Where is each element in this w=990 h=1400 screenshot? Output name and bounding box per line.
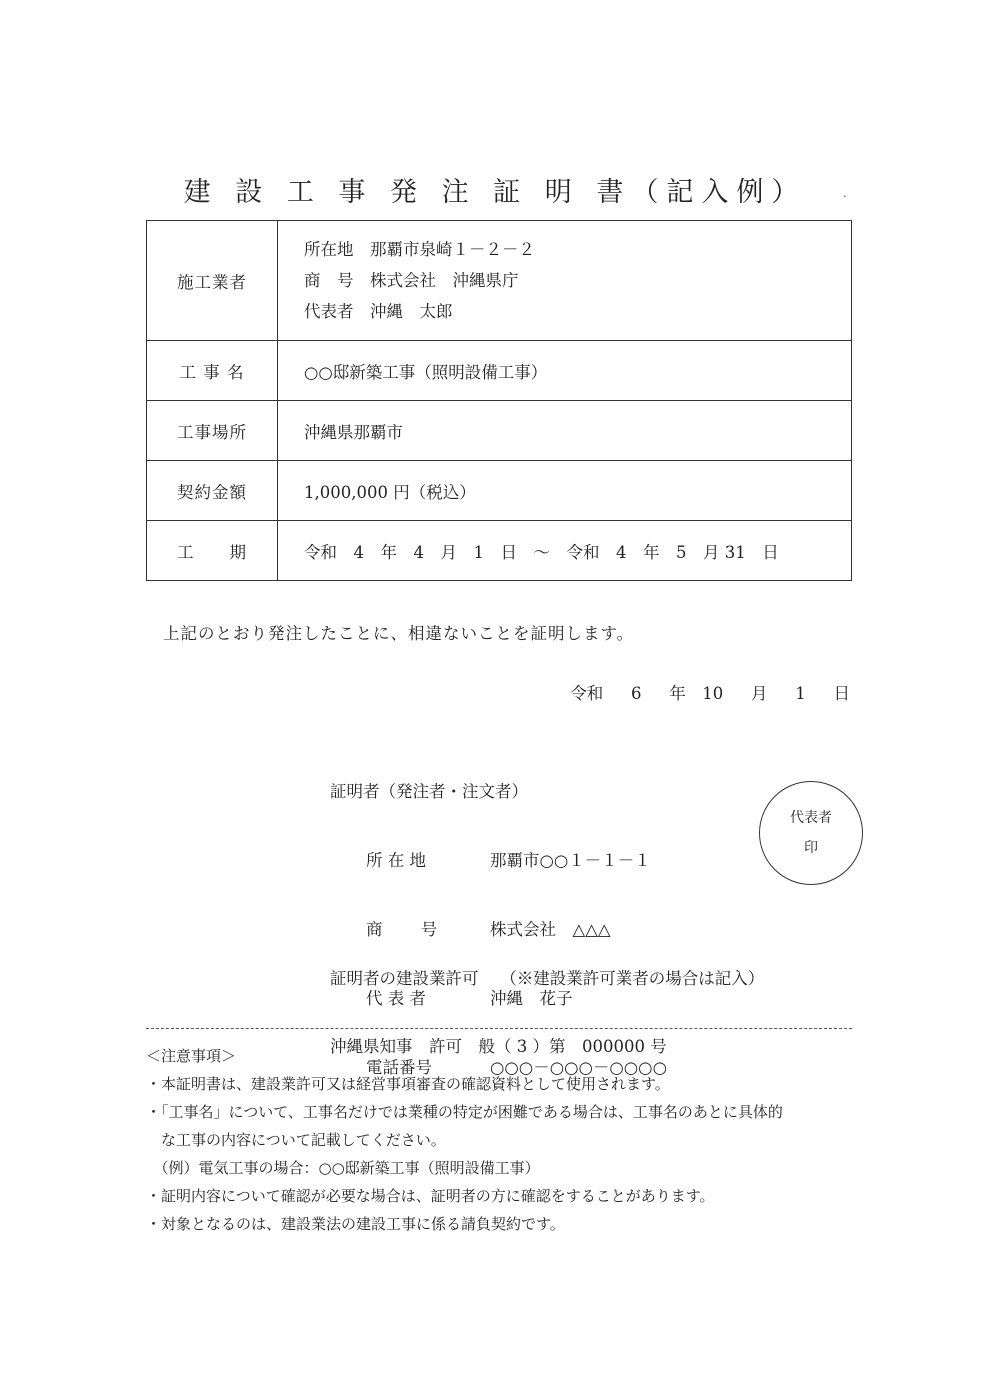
certification-statement: 上記のとおり発注したことに、相違ないことを証明します。 xyxy=(163,624,635,643)
contractor-trade-name: 商 号 株式会社 沖縄県庁 xyxy=(304,271,519,290)
certifier-address-row xyxy=(330,845,667,876)
notes-item: ・証明内容について確認が必要な場合は、証明者の方に確認をすることがあります。 xyxy=(146,1187,715,1205)
issue-date: 令和 6 年 10 月 1 日 xyxy=(570,684,850,703)
seal-line1: 代表者 xyxy=(790,810,832,826)
work-name-row xyxy=(147,341,852,401)
period-row xyxy=(147,521,852,581)
certifier-phone-label: 電話番号 xyxy=(366,1058,432,1077)
notes-item: ・対象となるのは、建設業法の建設工事に係る請負契約です。 xyxy=(146,1215,565,1233)
amount-row xyxy=(147,461,852,521)
permit-line1: 証明者の建設業許可 （※建設業許可業者の場合は記入） xyxy=(330,969,765,988)
notes-item: （例）電気工事の場合：○○邸新築工事（照明設備工事） xyxy=(146,1159,540,1177)
notes-item: ・「工事名」について、工事名だけでは業種の特定が困難である場合は、工事名のあとに具体的 xyxy=(146,1103,783,1121)
certifier-phone: ○○○－○○○－○○○○ xyxy=(490,1058,667,1077)
notes-section xyxy=(146,1042,866,1238)
contractor-address: 所在地 那覇市泉崎１－２－２ xyxy=(304,240,535,259)
work-place-row xyxy=(147,401,852,461)
certifier-address: 那覇市○○１－１－１ xyxy=(490,851,651,870)
seal-line2: 印 xyxy=(804,840,818,856)
certifier-trade-name-label: 商 号 xyxy=(366,920,438,939)
notes-item: ・本証明書は、建設業許可又は経営事項審査の確認資料として使用されます。 xyxy=(146,1075,670,1093)
certifier-representative-label: 代 表 者 xyxy=(366,989,426,1008)
notes-item: な工事の内容について記載してください。 xyxy=(146,1131,446,1149)
work-place-value: 沖縄県那覇市 xyxy=(278,401,852,461)
contractor-representative: 代表者 沖縄 太郎 xyxy=(304,302,453,321)
order-details-table xyxy=(146,220,852,581)
permit-line2: 沖縄県知事 許可 般（ 3 ）第 000000 号 xyxy=(330,1037,667,1056)
title-mark: . xyxy=(843,186,847,200)
period-value: 令和 4 年 4 月 1 日 ～ 令和 4 年 5 月 31 日 xyxy=(278,521,852,581)
contractor-label: 施工業者 xyxy=(147,221,278,341)
contractor-row xyxy=(147,221,852,341)
certifier-trade-name: 株式会社 △△△ xyxy=(490,920,611,939)
certifier-address-label: 所 在 地 xyxy=(366,851,426,870)
amount-value: 1,000,000 円（税込） xyxy=(278,461,852,521)
dashed-divider xyxy=(146,1028,852,1029)
certifier-heading: 証明者（発注者・注文者） xyxy=(330,782,528,801)
document-title: 建 設 工 事 発 注 証 明 書（記入例） xyxy=(183,177,807,208)
certifier-representative: 沖縄 花子 xyxy=(490,989,573,1008)
notes-heading: ＜注意事項＞ xyxy=(146,1047,237,1065)
work-name-value: ○○邸新築工事（照明設備工事） xyxy=(278,341,852,401)
amount-label: 契約金額 xyxy=(147,461,278,521)
contractor-info xyxy=(278,221,852,341)
work-name-label: 工 事 名 xyxy=(147,341,278,401)
period-label: 工 期 xyxy=(147,521,278,581)
representative-seal xyxy=(759,781,863,885)
work-place-label: 工事場所 xyxy=(147,401,278,461)
